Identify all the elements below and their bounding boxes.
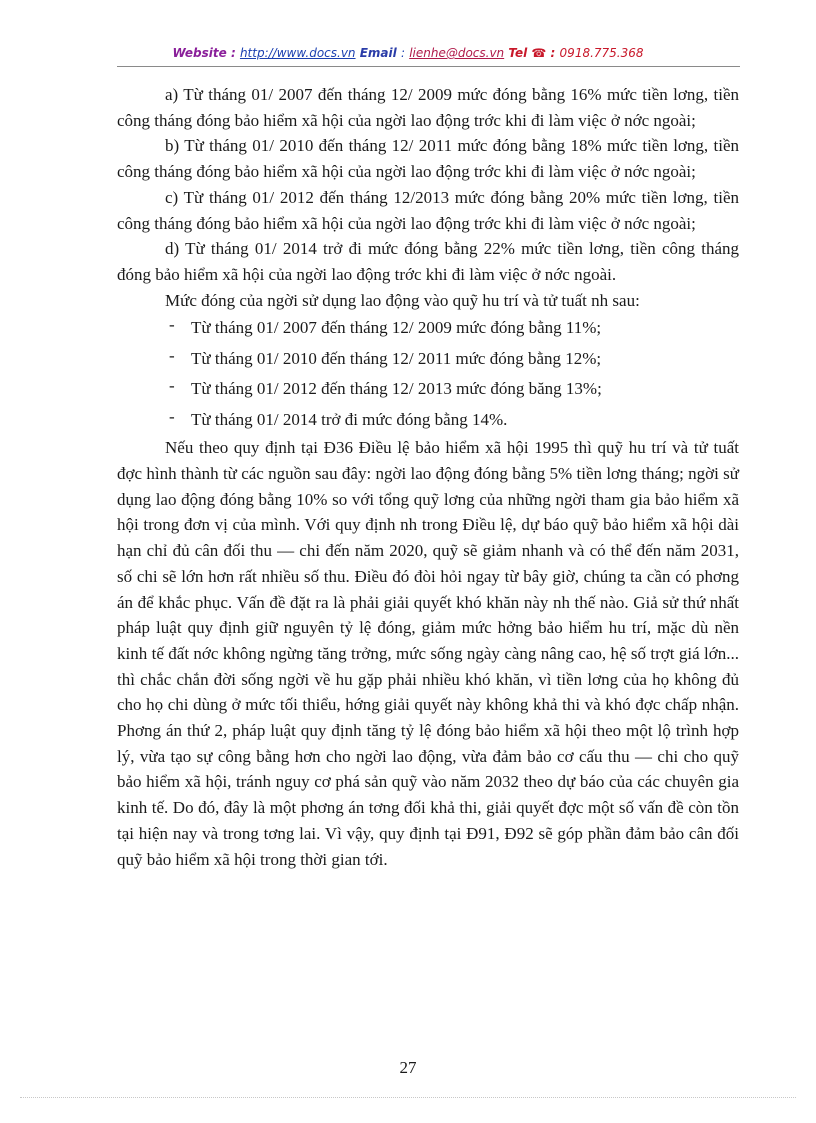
paragraph-c: c) Từ tháng 01/ 2012 đến tháng 12/2013 mức đóng bằng 20% mức tiền lơng, tiền công tháng đóng bảo hiểm xã hội của ngời lao động trớc khi đi làm việc ở nớc ngoài; [117, 187, 739, 233]
paragraph-a: a) Từ tháng 01/ 2007 đến tháng 12/ 2009 mức đóng bằng 16% mức tiền lơng, tiền công tháng đóng bảo hiểm xã hội của ngời lao động trớc khi đi làm việc ở nớc ngoài; [117, 85, 739, 130]
list-item-text: Từ tháng 01/ 2014 trở đi mức đóng bằng 14%. [191, 409, 508, 429]
tel-label: Tel ☎ : [508, 46, 556, 60]
page-header [0, 46, 816, 60]
list-item-text: Từ tháng 01/ 2007 đến tháng 12/ 2009 mức đóng bằng 11%; [191, 318, 602, 338]
page-number: 27 [399, 1058, 417, 1077]
list-item [117, 313, 739, 344]
bullet-dash: - [169, 315, 175, 335]
email-link[interactable]: lienhe@docs.vn [409, 46, 505, 60]
paragraph-d: d) Từ tháng 01/ 2014 trở đi mức đóng bằng 22% mức tiền lơng, tiền công tháng đóng bảo hiểm xã hội của ngời lao động trớc khi đi làm việc ở nớc ngoài. [117, 239, 739, 284]
website-link[interactable]: http://www.docs.vn [239, 46, 356, 60]
website-label: Website : [172, 46, 236, 60]
page-bottom-edge [20, 1097, 796, 1098]
list-item [117, 374, 739, 405]
contribution-list [117, 313, 739, 435]
header-divider [117, 66, 740, 67]
email-label: Email [359, 46, 397, 60]
paragraph-b: b) Từ tháng 01/ 2010 đến tháng 12/ 2011 mức đóng bằng 18% mức tiền lơng, tiền công tháng đóng bảo hiểm xã hội của ngời lao động trớc khi đi làm việc ở nớc ngoài; [117, 136, 739, 182]
paragraph-employer-intro: Mức đóng của ngời sử dụng lao động vào quỹ hu trí và tử tuất nh sau: [165, 290, 640, 310]
bullet-dash: - [169, 376, 175, 396]
tel-number: 0918.775.368 [559, 46, 644, 60]
bullet-dash: - [169, 345, 175, 365]
list-item [117, 344, 739, 375]
paragraph-analysis: Nếu theo quy định tại Đ36 Điều lệ bảo hiểm xã hội 1995 thì quỹ hu trí và tử tuất đợc hình thành từ các nguồn sau đây: ngời lao động đóng bằng 5% tiền lơng tháng; ngời sử dụng lao động đóng bằng 10% so với tổng quỹ lơng của những ngời tham gia bảo hiểm xã hội trong đơn vị của mình. Với quy định nh trong Điều lệ, dự báo quỹ bảo hiểm xã hội dài hạn chỉ đủ cân đối thu — chi đến năm 2020, quỹ sẽ giảm nhanh và có thể đến năm 2031, số chi sẽ lớn hơn rất nhiều số thu. Điều đó đòi hỏi ngay từ bây giờ, chúng ta cần có phơng án để khắc phục. Vấn đề đặt ra là phải giải quyết khó khăn này nh thế nào. Giả sử thứ nhất pháp luật quy định giữ nguyên tỷ lệ đóng, giảm mức hởng bảo hiểm hu trí, mặc dù nền kinh tế đất nớc không ngừng tăng trởng, mức sống ngày càng nâng cao, hệ số trợt giá lớn... thì chắc chắn đời sống ngời về hu gặp phải nhiều khó khăn, vì tiền lơng của họ không đủ cho họ chi dùng ở mức tối thiểu, hớng giải quyết này không khả thi và khó đợc chấp nhận. Phơng án thứ 2, pháp luật quy định tăng tỷ lệ đóng bảo hiểm xã hội theo một lộ trình hợp lý, vừa tạo sự công bằng hơn cho ngời lao động, vừa đảm bảo cơ cấu thu — chi cho quỹ bảo hiểm xã hội, tránh nguy cơ phá sản quỹ vào năm 2032 theo dự báo của các chuyên gia kinh tế. Do đó, đây là một phơng án tơng đối khả thi, giải quyết đợc một số vấn đề còn tồn tại hiện nay và trong tơng lai. Vì vậy, quy định tại Đ91, Đ92 sẽ góp phần đảm bảo cân đối quỹ bảo hiểm xã hội trong thời gian tới. [117, 438, 739, 869]
list-item [117, 405, 739, 436]
list-item-text: Từ tháng 01/ 2012 đến tháng 12/ 2013 mức đóng băng 13%; [191, 379, 602, 399]
email-colon: : [400, 46, 405, 60]
bullet-dash: - [169, 406, 175, 426]
document-body [117, 82, 739, 872]
list-item-text: Từ tháng 01/ 2010 đến tháng 12/ 2011 mức đóng bằng 12%; [191, 348, 602, 368]
